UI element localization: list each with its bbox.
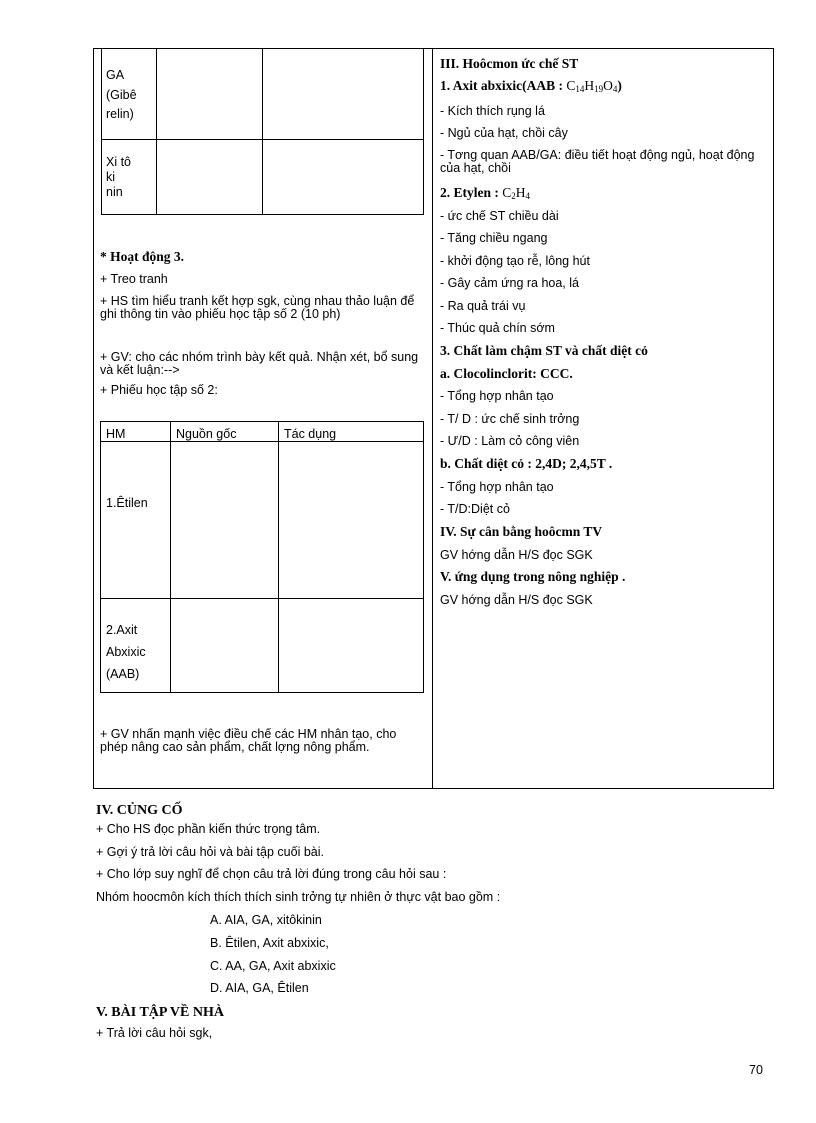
aab-item: - Kích thích rụng lá xyxy=(440,104,545,118)
section-v-title: V. ứng dụng trong nông nghiệp . xyxy=(440,569,626,584)
section-iv-text: GV hớng dẫn H/S đọc SGK xyxy=(440,548,593,562)
ccc-item: - Tổng hợp nhân tạo xyxy=(440,389,554,403)
homework-line: + Trả lời câu hỏi sgk, xyxy=(96,1026,213,1040)
table-cell xyxy=(171,599,279,693)
aab-item: - Ngủ của hạt, chồi cây xyxy=(440,126,568,140)
section-iv-title: IV. Sự cân bằng hoôcmn TV xyxy=(440,524,603,539)
table-cell xyxy=(279,442,424,599)
hormone-table-continued xyxy=(101,48,424,215)
etylen-item: - khởi động tạo rễ, lông hút xyxy=(440,254,590,268)
table-cell xyxy=(263,49,424,140)
header-effect: Tác dụng xyxy=(279,422,424,442)
table-cell xyxy=(157,140,263,215)
answer-option: B. Êtilen, Axit abxixic, xyxy=(210,936,329,950)
herbicide-item: - Tổng hợp nhân tạo xyxy=(440,480,554,494)
section-iii-title: III. Hoôcmon ức chế ST xyxy=(440,56,579,71)
etylen-item: - Ra quả trái vụ xyxy=(440,299,526,313)
cell-aab: 2.Axit Abxixic (AAB) xyxy=(101,599,171,693)
ccc-item: - Ư/D : Làm cỏ công viên xyxy=(440,434,580,448)
etylen-item: - Thúc quả chín sớm xyxy=(440,321,555,335)
herbicide-title: b. Chất diệt cỏ : 2,4D; 2,4,5T . xyxy=(440,456,613,471)
question-text: Nhóm hoocmôn kích thích thích sinh trởng tự nhiên ở thực vật bao gồm : xyxy=(96,890,501,904)
etylen-item: - ức chế ST chiều dài xyxy=(440,209,559,223)
etylen-title: 2. Etylen : $C_2H_4$ xyxy=(440,185,531,201)
ccc-item: - T/ D : ức chế sinh trởng xyxy=(440,412,580,426)
answer-option: D. AIA, GA, Êtilen xyxy=(210,981,309,995)
section-3-title: 3. Chất làm chậm ST và chất diệt cỏ xyxy=(440,343,648,358)
section-v-text: GV hớng dẫn H/S đọc SGK xyxy=(440,593,593,607)
left-item: + HS tìm hiểu tranh kết hợp sgk, cùng nhau thảo luận để ghi thông tin vào phiếu học tập số 2 (10 ph) xyxy=(100,294,415,321)
worksheet-table xyxy=(100,421,424,693)
consolidation-line: + Cho lớp suy nghĩ để chọn câu trả lời đúng trong câu hỏi sau : xyxy=(96,867,447,881)
table-cell xyxy=(279,599,424,693)
cell-ga: GA (Gibê relin) xyxy=(102,49,157,140)
header-origin: Nguồn gốc xyxy=(171,422,279,442)
etylen-item: - Gây cảm ứng ra hoa, lá xyxy=(440,276,579,290)
aab-item: - Tơng quan AAB/GA: điều tiết hoạt động ngủ, hoạt động của hạt, chồi xyxy=(440,148,755,175)
ccc-title: a. Clocolinclorit: CCC. xyxy=(440,366,573,381)
cell-xitokinin: Xi tô ki nin xyxy=(102,140,157,215)
table-cell xyxy=(171,442,279,599)
left-item: + Phiếu học tập số 2: xyxy=(100,383,218,397)
gv-note: + GV nhấn mạnh việc điều chế các HM nhân tạo, cho phép nâng cao sản phẩm, chất lợng nông phẩm. xyxy=(100,727,397,754)
left-item: + GV: cho các nhóm trình bày kết quả. Nhận xét, bổ sung và kết luận:--> xyxy=(100,350,419,377)
consolidation-heading: IV. CỦNG CỐ xyxy=(96,803,183,818)
table-cell xyxy=(263,140,424,215)
consolidation-line: + Gợi ý trả lời câu hỏi và bài tập cuối bài. xyxy=(96,845,324,859)
herbicide-item: - T/D:Diệt cỏ xyxy=(440,502,510,516)
left-item: + Treo tranh xyxy=(100,272,168,286)
table-cell xyxy=(157,49,263,140)
cell-etilen: 1.Êtilen xyxy=(101,442,171,599)
activity-heading: * Hoạt động 3. xyxy=(100,249,185,264)
column-divider xyxy=(432,48,433,789)
aab-title: 1. Axit abxixic(AAB : $C_{14}H_{19}O_4$) xyxy=(440,78,622,94)
header-hm: HM xyxy=(101,422,171,442)
consolidation-line: + Cho HS đọc phần kiến thức trọng tâm. xyxy=(96,822,321,836)
homework-heading: V. BÀI TẬP VỀ NHÀ xyxy=(96,1005,224,1020)
answer-option: C. AA, GA, Axit abxixic xyxy=(210,959,336,973)
answer-option: A. AIA, GA, xitôkinin xyxy=(210,913,322,927)
page-number: 70 xyxy=(749,1063,763,1077)
etylen-item: - Tăng chiều ngang xyxy=(440,231,548,245)
